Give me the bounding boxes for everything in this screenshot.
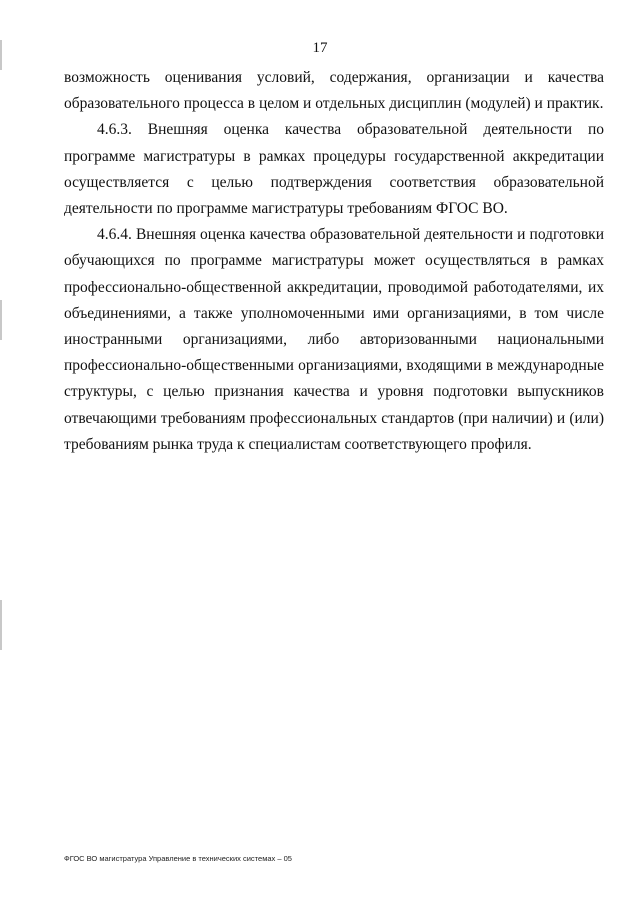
page-footer: ФГОС ВО магистратура Управление в технических системах – 05 bbox=[64, 854, 292, 863]
scan-edge-mark-bottom bbox=[0, 600, 2, 650]
document-body bbox=[64, 65, 604, 458]
paragraph-4-6-3: 4.6.3. Внешняя оценка качества образовательной деятельности по программе магистратуры в рамках процедуры государственной аккредитации осуществляется с целью подтверждения соответствия образовательной деятельности по программе магистратуры требованиям ФГОС ВО. bbox=[64, 121, 604, 218]
paragraph-4-6-4: 4.6.4. Внешняя оценка качества образовательной деятельности и подготовки обучающихся по программе магистратуры может осуществляться в рамках профессионально-общественной аккредитации, проводимой работодателями, их объединениями, а также уполномоченными ими организациями, в том числе иностранными организациями, либо авторизованными национальными профессионально-общественными организациями, входящими в международные структуры, с целью признания качества и уровня подготовки выпускников отвечающими требованиям профессиональных стандартов (при наличии) и (или) требованиям рынка труда к специалистам соответствующего профиля. bbox=[64, 226, 604, 453]
page-number: 17 bbox=[312, 40, 328, 56]
paragraph-continuation: возможность оценивания условий, содержания, организации и качества образовательного процесса в целом и отдельных дисциплин (модулей) и практик. bbox=[64, 69, 604, 113]
scan-edge-mark-middle bbox=[0, 300, 2, 340]
